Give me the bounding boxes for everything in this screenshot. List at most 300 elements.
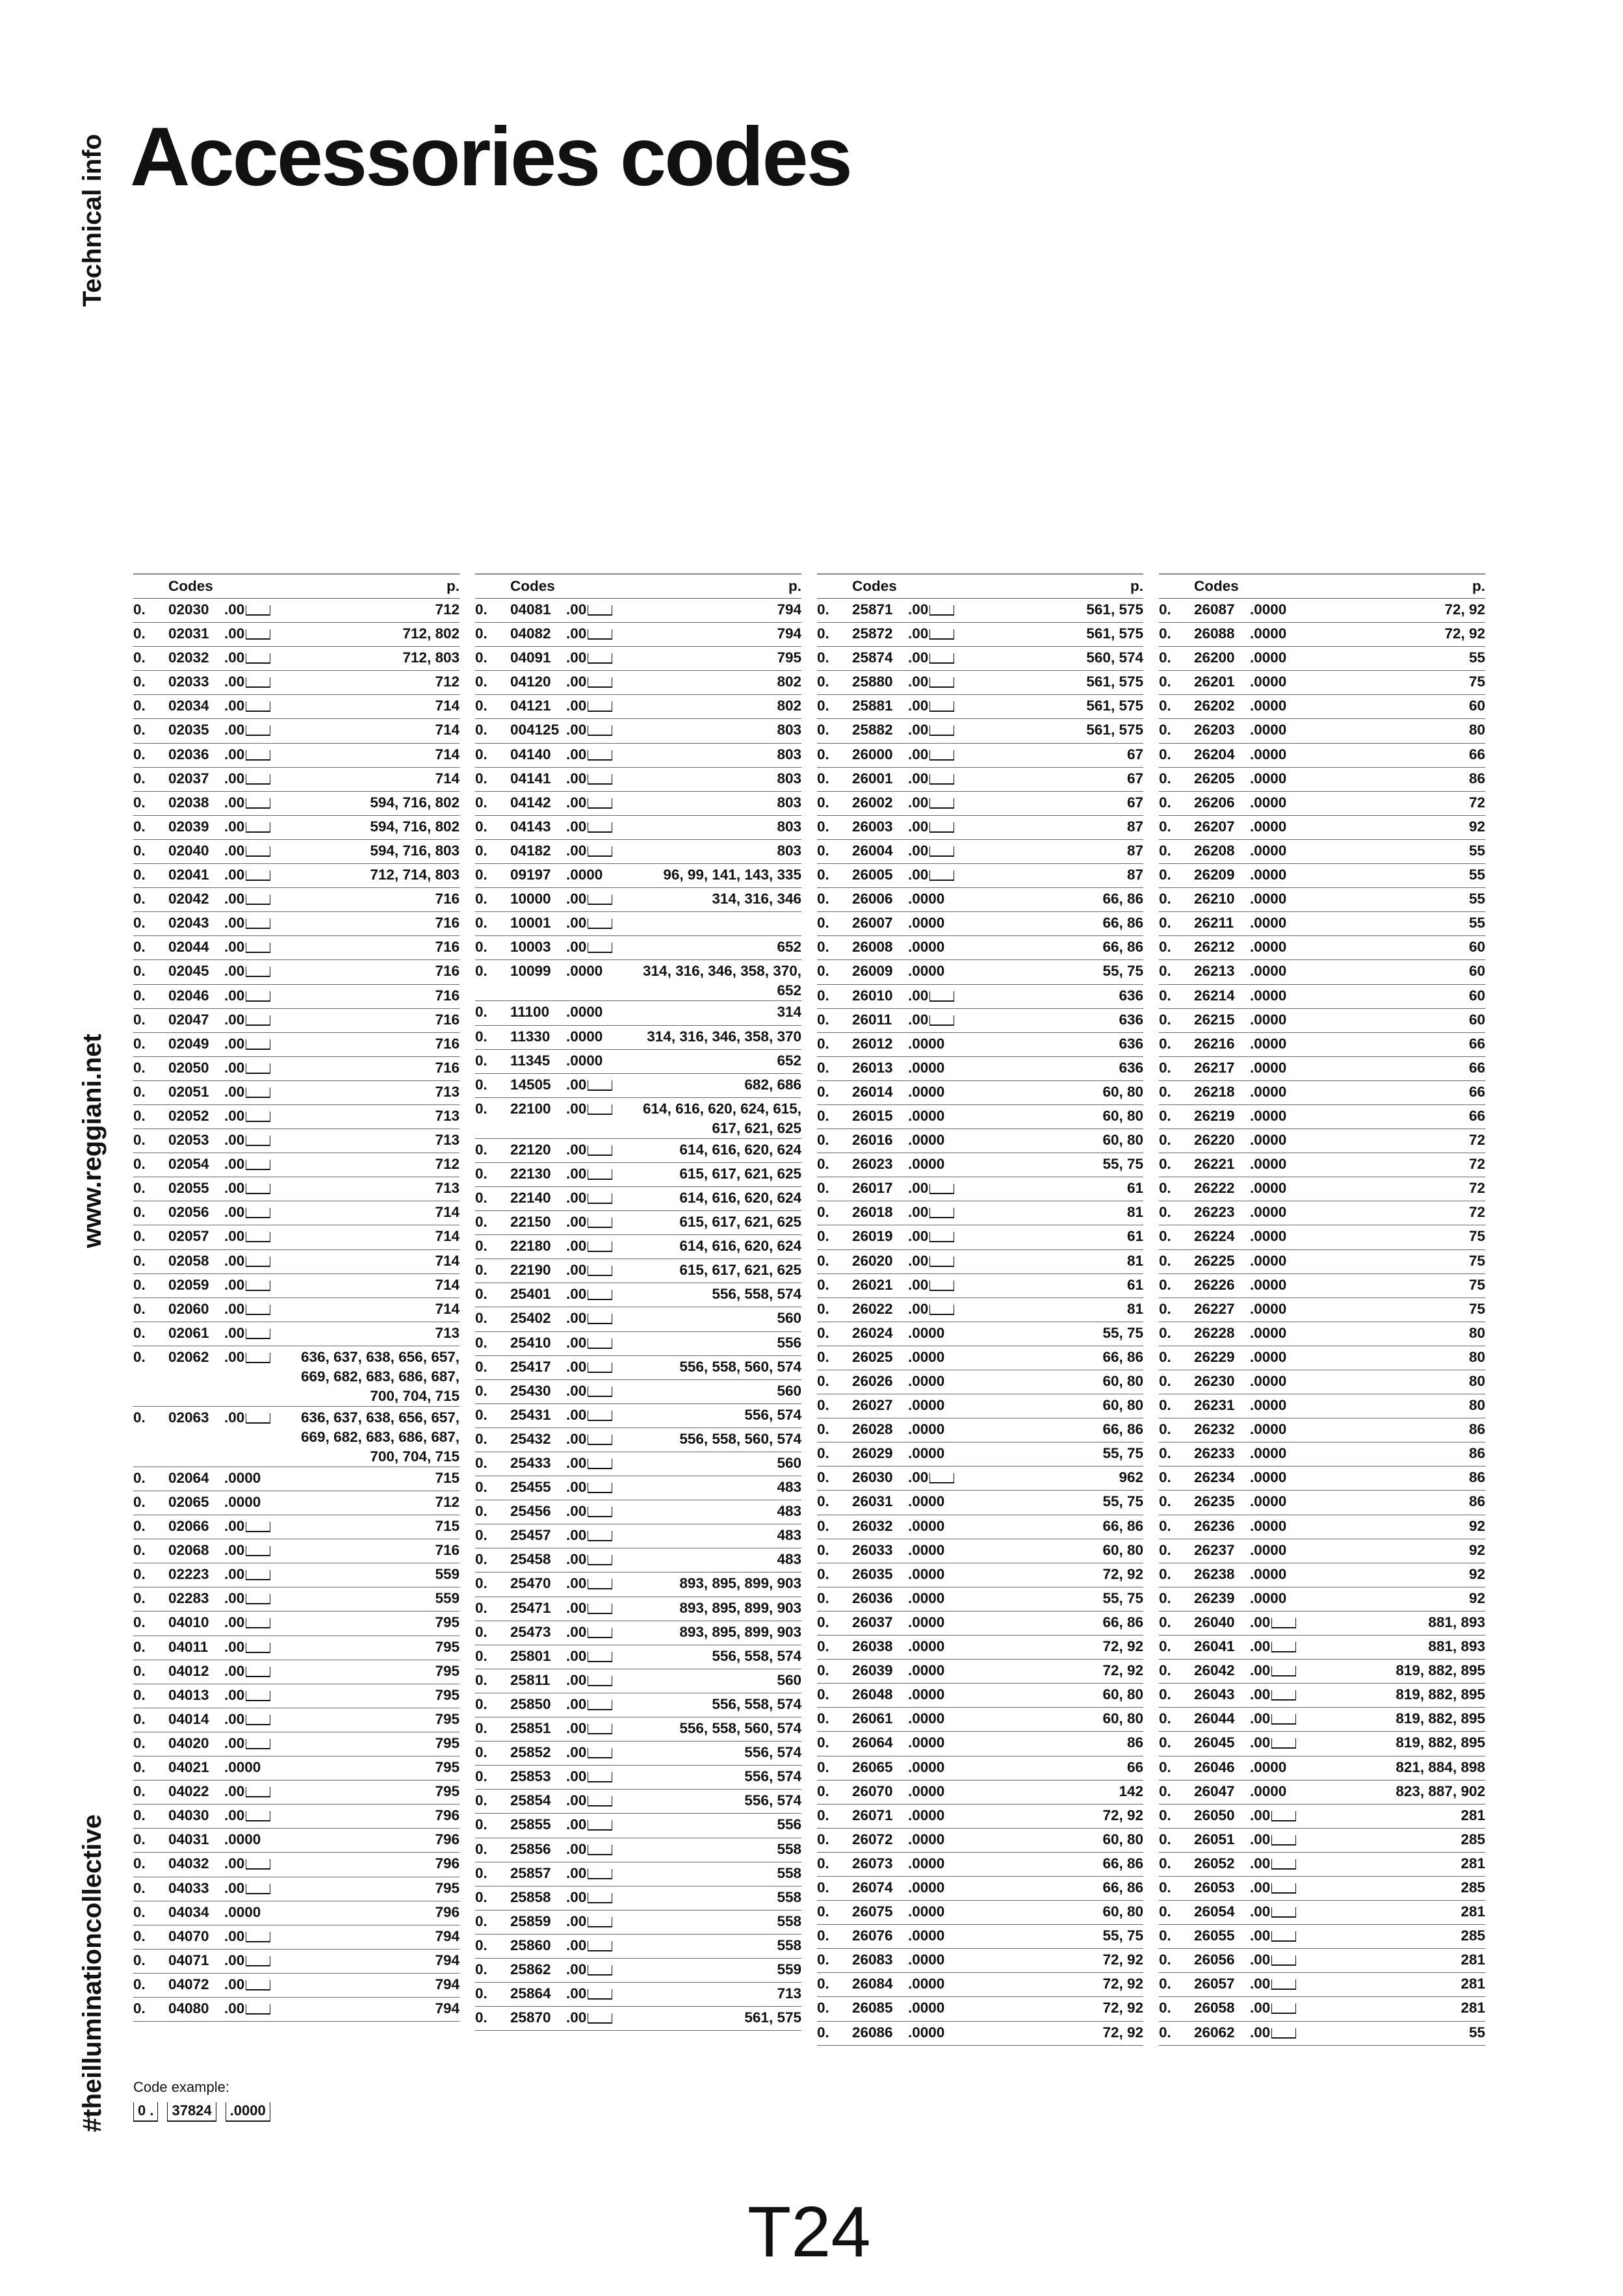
fill-in-blank (588, 1893, 612, 1903)
row-suffix: .0000 (1250, 1129, 1312, 1153)
codes-table (817, 573, 1143, 2046)
table-row (133, 936, 460, 960)
fill-in-blank (588, 1676, 612, 1686)
fill-in-blank (929, 991, 954, 1002)
row-suffix: .00 (566, 1500, 629, 1524)
fill-in-blank (246, 967, 270, 977)
row-prefix: 0. (133, 1756, 168, 1781)
header-codes: Codes (852, 574, 970, 599)
row-code: 04032 (168, 1853, 224, 1877)
row-pages: 285 (1312, 1925, 1485, 1949)
row-code: 04071 (168, 1949, 224, 1973)
row-prefix: 0. (1159, 671, 1194, 695)
row-code: 26062 (1194, 2021, 1250, 2045)
row-prefix: 0. (133, 1901, 168, 1925)
header-spacer (1159, 574, 1194, 599)
row-code: 22130 (510, 1162, 566, 1186)
table-row (817, 1008, 1143, 1032)
row-prefix: 0. (133, 912, 168, 936)
row-code: 25417 (510, 1355, 566, 1379)
table-row (475, 1379, 801, 1403)
row-pages: 61 (970, 1273, 1143, 1298)
row-code: 04010 (168, 1611, 224, 1636)
row-pages: 60, 80 (970, 1901, 1143, 1925)
row-code: 22150 (510, 1211, 566, 1235)
fill-in-blank (588, 605, 612, 616)
table-row (1159, 1467, 1485, 1491)
row-pages: 314 (629, 1001, 801, 1025)
table-row (817, 623, 1143, 647)
row-suffix: .00 (566, 1621, 629, 1645)
code-example-code (133, 2102, 270, 2122)
row-prefix: 0. (1159, 1973, 1194, 1997)
row-suffix: .0000 (1250, 1249, 1312, 1273)
fill-in-blank (588, 677, 612, 688)
row-pages: 802 (629, 671, 801, 695)
table-row (817, 1273, 1143, 1298)
row-code: 26053 (1194, 1876, 1250, 1900)
table-row (817, 912, 1143, 936)
table-row (133, 1611, 460, 1636)
row-pages: 560 (629, 1307, 801, 1331)
row-suffix: .0000 (1250, 695, 1312, 719)
row-pages: 893, 895, 899, 903 (629, 1572, 801, 1597)
row-prefix: 0. (475, 1597, 510, 1621)
row-pages: 92 (1312, 1515, 1485, 1539)
row-code: 25856 (510, 1838, 566, 1862)
row-code: 26009 (852, 960, 908, 984)
row-pages: 66, 86 (970, 1611, 1143, 1635)
fill-in-blank (588, 1290, 612, 1300)
table-row (475, 1645, 801, 1669)
row-prefix: 0. (475, 1983, 510, 2007)
row-prefix: 0. (817, 719, 852, 743)
row-suffix: .00 (566, 1331, 629, 1355)
row-prefix: 0. (475, 1500, 510, 1524)
row-prefix: 0. (133, 1177, 168, 1201)
row-code: 25882 (852, 719, 908, 743)
table-row (817, 1780, 1143, 1804)
row-suffix: .00 (566, 1790, 629, 1814)
row-pages: 66 (970, 1756, 1143, 1780)
row-suffix: .00 (224, 1129, 287, 1153)
row-pages: 796 (287, 1853, 460, 1877)
table-row (817, 1925, 1143, 1949)
row-pages: 803 (629, 719, 801, 743)
row-pages: 72, 92 (970, 1804, 1143, 1828)
row-code: 26237 (1194, 1539, 1250, 1563)
table-row (133, 1587, 460, 1611)
row-prefix: 0. (133, 888, 168, 912)
row-code: 25852 (510, 1742, 566, 1766)
row-code: 11100 (510, 1001, 566, 1025)
row-pages: 72, 92 (970, 1949, 1143, 1973)
row-suffix: .00 (1250, 1925, 1312, 1949)
row-suffix: .0000 (1250, 839, 1312, 863)
table-row (1159, 960, 1485, 984)
fill-in-blank (246, 653, 270, 664)
row-prefix: 0. (475, 1025, 510, 1049)
row-pages: 66 (1312, 1104, 1485, 1128)
row-prefix: 0. (475, 2007, 510, 2031)
table-row (1159, 1370, 1485, 1394)
row-code: 02047 (168, 1008, 224, 1032)
row-pages: 795 (287, 1781, 460, 1805)
table-row (1159, 888, 1485, 912)
row-pages: 281 (1312, 1997, 1485, 2021)
row-prefix: 0. (1159, 1732, 1194, 1756)
row-pages: 66, 86 (970, 888, 1143, 912)
table-row (817, 1901, 1143, 1925)
row-code: 25433 (510, 1452, 566, 1476)
table-row (133, 1491, 460, 1515)
table-row (1159, 1394, 1485, 1418)
fill-in-blank (588, 1772, 612, 1782)
row-suffix: .0000 (908, 1684, 970, 1708)
row-pages: 560 (629, 1379, 801, 1403)
row-suffix: .00 (908, 599, 970, 623)
row-code: 26072 (852, 1828, 908, 1852)
row-suffix: .00 (224, 936, 287, 960)
row-prefix: 0. (817, 1273, 852, 1298)
row-suffix: .0000 (908, 1370, 970, 1394)
code-example-label: Code example: (133, 2079, 229, 2095)
row-code: 26048 (852, 1684, 908, 1708)
fill-in-blank (246, 677, 270, 688)
table-row (475, 671, 801, 695)
fill-in-blank (588, 1507, 612, 1517)
row-suffix: .00 (566, 936, 629, 960)
row-suffix: .00 (566, 1838, 629, 1862)
fill-in-blank (246, 2004, 270, 2015)
table-row (1159, 1587, 1485, 1611)
row-pages: 819, 882, 895 (1312, 1732, 1485, 1756)
row-prefix: 0. (1159, 1394, 1194, 1418)
row-suffix: .0000 (908, 1104, 970, 1128)
row-pages: 61 (970, 1225, 1143, 1249)
row-suffix: .0000 (1250, 815, 1312, 839)
table-row (133, 1008, 460, 1032)
row-pages: 92 (1312, 1587, 1485, 1611)
fill-in-blank (246, 774, 270, 785)
row-code: 02056 (168, 1201, 224, 1225)
row-code: 26084 (852, 1973, 908, 1997)
row-suffix: .00 (224, 719, 287, 743)
row-pages: 86 (1312, 1418, 1485, 1442)
table-row (133, 1877, 460, 1901)
row-code: 04022 (168, 1781, 224, 1805)
table-row (133, 1346, 460, 1406)
row-suffix: .00 (908, 984, 970, 1008)
row-prefix: 0. (133, 1877, 168, 1901)
row-code: 04120 (510, 671, 566, 695)
fill-in-blank (588, 1917, 612, 1927)
row-prefix: 0. (475, 767, 510, 791)
row-suffix: .00 (566, 1476, 629, 1500)
table-row (475, 1403, 801, 1428)
row-suffix: .0000 (1250, 671, 1312, 695)
row-prefix: 0. (1159, 1660, 1194, 1684)
row-suffix: .0000 (566, 960, 629, 1001)
row-prefix: 0. (1159, 1804, 1194, 1828)
table-row (475, 1307, 801, 1331)
fill-in-blank (246, 1643, 270, 1653)
fill-in-blank (588, 1483, 612, 1493)
row-code: 26227 (1194, 1298, 1250, 1322)
row-code: 26005 (852, 864, 908, 888)
fill-in-blank (246, 1859, 270, 1870)
table-row (475, 1001, 801, 1025)
row-suffix: .00 (224, 1008, 287, 1032)
row-suffix: .00 (566, 1403, 629, 1428)
row-suffix: .00 (908, 1467, 970, 1491)
table-row (817, 767, 1143, 791)
table-row (475, 1597, 801, 1621)
table-row (817, 1491, 1143, 1515)
row-suffix: .0000 (908, 960, 970, 984)
row-pages: 716 (287, 1008, 460, 1032)
row-suffix: .00 (224, 960, 287, 984)
row-prefix: 0. (133, 1781, 168, 1805)
table-row (475, 1742, 801, 1766)
row-suffix: .00 (1250, 1973, 1312, 1997)
row-suffix: .0000 (1250, 912, 1312, 936)
row-prefix: 0. (1159, 1153, 1194, 1177)
row-suffix: .00 (224, 888, 287, 912)
table-row (817, 1322, 1143, 1346)
row-prefix: 0. (475, 623, 510, 647)
row-pages: 314, 316, 346 (629, 888, 801, 912)
row-suffix: .0000 (908, 1153, 970, 1177)
table-row (1159, 1684, 1485, 1708)
table-row (475, 1162, 801, 1186)
row-pages: 714 (287, 1273, 460, 1298)
row-prefix: 0. (133, 1684, 168, 1708)
row-prefix: 0. (133, 1032, 168, 1056)
row-suffix: .00 (224, 864, 287, 888)
row-suffix: .0000 (1250, 623, 1312, 647)
row-prefix: 0. (1159, 1780, 1194, 1804)
row-pages: 714 (287, 767, 460, 791)
row-code: 02038 (168, 791, 224, 815)
table-row (133, 719, 460, 743)
fill-in-blank (929, 846, 954, 857)
row-code: 26057 (1194, 1973, 1250, 1997)
row-suffix: .00 (1250, 1828, 1312, 1852)
fill-in-blank (929, 1184, 954, 1194)
row-code: 26017 (852, 1177, 908, 1201)
row-prefix: 0. (817, 1925, 852, 1949)
row-prefix: 0. (133, 1660, 168, 1684)
table-row (817, 1467, 1143, 1491)
row-pages: 796 (287, 1805, 460, 1829)
row-code: 04070 (168, 1925, 224, 1949)
fill-in-blank (929, 677, 954, 688)
row-pages: 66, 86 (970, 912, 1143, 936)
row-code: 04140 (510, 743, 566, 767)
table-row (817, 599, 1143, 623)
row-pages: 60, 80 (970, 1370, 1143, 1394)
row-suffix: .0000 (566, 1025, 629, 1049)
row-suffix: .0000 (908, 1056, 970, 1080)
row-pages: 795 (629, 647, 801, 671)
row-pages: 716 (287, 912, 460, 936)
row-prefix: 0. (133, 1273, 168, 1298)
row-suffix: .00 (908, 1225, 970, 1249)
row-code: 26204 (1194, 743, 1250, 767)
row-prefix: 0. (133, 1467, 168, 1491)
table-row (817, 1539, 1143, 1563)
fill-in-blank (588, 1104, 612, 1115)
table-row (133, 1563, 460, 1587)
row-pages: 802 (629, 695, 801, 719)
row-prefix: 0. (817, 1660, 852, 1684)
table-row (1159, 1756, 1485, 1780)
row-code: 26020 (852, 1249, 908, 1273)
row-code: 26026 (852, 1370, 908, 1394)
row-suffix: .00 (1250, 1901, 1312, 1925)
row-code: 02060 (168, 1298, 224, 1322)
table-row (817, 1442, 1143, 1467)
row-suffix: .0000 (908, 1756, 970, 1780)
row-code: 11345 (510, 1049, 566, 1073)
fill-in-blank (1271, 2028, 1296, 2039)
row-prefix: 0. (475, 1186, 510, 1210)
row-suffix: .0000 (908, 1949, 970, 1973)
row-suffix: .0000 (1250, 1322, 1312, 1346)
row-suffix: .00 (224, 839, 287, 863)
table-header-row (1159, 574, 1485, 599)
table-row (1159, 1442, 1485, 1467)
row-pages: 55, 75 (970, 1587, 1143, 1611)
table-row (475, 1097, 801, 1138)
fill-in-blank (588, 1459, 612, 1469)
row-pages: 66, 86 (970, 1515, 1143, 1539)
row-code: 02037 (168, 767, 224, 791)
row-pages: 60, 80 (970, 1708, 1143, 1732)
row-prefix: 0. (133, 984, 168, 1008)
row-code: 22190 (510, 1259, 566, 1283)
sidebar-hashtag: #theilluminationcollective (78, 1814, 107, 2132)
fill-in-blank (1271, 1979, 1296, 1990)
row-suffix: .0000 (908, 1852, 970, 1876)
table-row (475, 623, 801, 647)
codes-table-column-1 (133, 573, 460, 2022)
row-pages: 80 (1312, 1370, 1485, 1394)
row-prefix: 0. (475, 1838, 510, 1862)
table-header-row (133, 574, 460, 599)
row-prefix: 0. (817, 936, 852, 960)
row-prefix: 0. (475, 719, 510, 743)
row-code: 26202 (1194, 695, 1250, 719)
row-prefix: 0. (1159, 1491, 1194, 1515)
row-suffix: .0000 (908, 1563, 970, 1587)
row-pages: 75 (1312, 1225, 1485, 1249)
row-pages: 614, 616, 620, 624 (629, 1235, 801, 1259)
row-prefix: 0. (1159, 1876, 1194, 1900)
row-pages: 712 (287, 671, 460, 695)
table-row (817, 936, 1143, 960)
fill-in-blank (588, 1748, 612, 1758)
row-pages: 96, 99, 141, 143, 335 (629, 864, 801, 888)
row-suffix: .00 (566, 1379, 629, 1403)
row-suffix: .00 (566, 1138, 629, 1162)
row-code: 26210 (1194, 888, 1250, 912)
row-prefix: 0. (133, 1008, 168, 1032)
fill-in-blank (246, 870, 270, 881)
fill-in-blank (588, 1845, 612, 1855)
row-code: 25455 (510, 1476, 566, 1500)
row-pages: 281 (1312, 1852, 1485, 1876)
row-suffix: .00 (566, 839, 629, 863)
row-prefix: 0. (817, 1346, 852, 1370)
row-code: 26216 (1194, 1032, 1250, 1056)
row-pages: 483 (629, 1524, 801, 1548)
row-pages: 55 (1312, 647, 1485, 671)
row-code: 02036 (168, 743, 224, 767)
row-pages: 714 (287, 1249, 460, 1273)
row-prefix: 0. (817, 1684, 852, 1708)
row-suffix: .00 (566, 1693, 629, 1717)
row-pages: 55, 75 (970, 960, 1143, 984)
row-suffix: .00 (566, 1958, 629, 1982)
table-row (817, 1684, 1143, 1708)
row-prefix: 0. (1159, 912, 1194, 936)
row-code: 26012 (852, 1032, 908, 1056)
row-code: 10000 (510, 888, 566, 912)
fill-in-blank (246, 1015, 270, 1026)
row-prefix: 0. (133, 599, 168, 623)
row-suffix: .00 (566, 1572, 629, 1597)
table-row (475, 1186, 801, 1210)
row-suffix: .00 (908, 719, 970, 743)
row-suffix: .00 (566, 1283, 629, 1307)
row-suffix: .00 (566, 912, 629, 936)
row-code: 25430 (510, 1379, 566, 1403)
row-prefix: 0. (817, 1852, 852, 1876)
row-prefix: 0. (817, 1080, 852, 1104)
row-pages: 795 (287, 1611, 460, 1636)
row-prefix: 0. (133, 815, 168, 839)
table-row (817, 1636, 1143, 1660)
row-pages: 281 (1312, 1973, 1485, 1997)
fill-in-blank (929, 822, 954, 833)
table-row (133, 960, 460, 984)
row-code: 04014 (168, 1708, 224, 1732)
fill-in-blank (929, 1305, 954, 1315)
row-pages: 86 (1312, 1491, 1485, 1515)
fill-in-blank (1271, 1931, 1296, 1942)
row-code: 26035 (852, 1563, 908, 1587)
table-row (817, 1394, 1143, 1418)
table-row (133, 1104, 460, 1128)
row-code: 04091 (510, 647, 566, 671)
row-suffix: .00 (566, 1983, 629, 2007)
row-code: 25850 (510, 1693, 566, 1717)
row-prefix: 0. (475, 1862, 510, 1886)
row-code: 26050 (1194, 1804, 1250, 1828)
row-code: 26203 (1194, 719, 1250, 743)
row-code: 26031 (852, 1491, 908, 1515)
row-pages: 67 (970, 791, 1143, 815)
row-pages: 66, 86 (970, 936, 1143, 960)
row-prefix: 0. (133, 1611, 168, 1636)
row-prefix: 0. (1159, 1684, 1194, 1708)
row-prefix: 0. (1159, 1346, 1194, 1370)
row-prefix: 0. (133, 1805, 168, 1829)
fill-in-blank (1271, 2003, 1296, 2014)
row-pages: 314, 316, 346, 358, 370 (629, 1025, 801, 1049)
